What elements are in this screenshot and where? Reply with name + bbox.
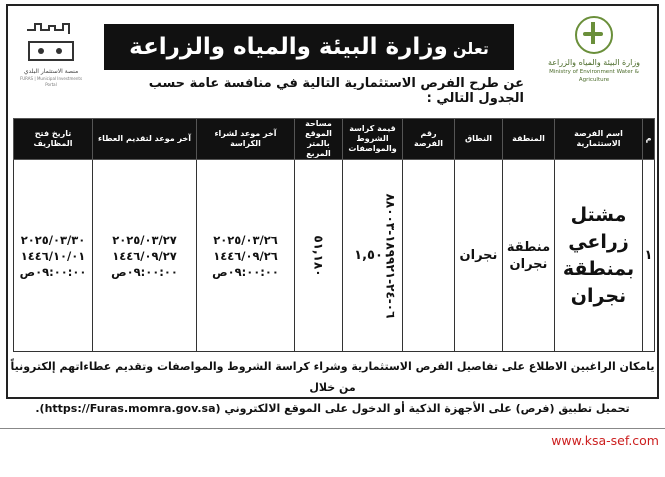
footer-line-1: يامكان الراغبين الاطلاع على تفاصيل الفرص الاستثمارية وشراء كراسة الشروط والمواصفات وتقديم عطاءاتهم إلكترونياً من خلال (10, 360, 655, 394)
subtitle: عن طرح الفرص الاستثمارية التالية في منافسة عامة حسب الجدول التالي : (148, 76, 524, 106)
col-index: م (643, 119, 655, 160)
table-header-row (14, 119, 655, 160)
bid-deadline (93, 160, 197, 352)
col-buy-deadline: آخر موعد لشراء الكراسة (197, 119, 295, 160)
name-line: نجران (570, 284, 627, 307)
date-line: ٢٠٢٥/٠٣/٣٠ (20, 232, 86, 247)
table-row (14, 160, 655, 352)
announce-word: تعلن (452, 39, 489, 58)
date-line: ١٤٤٦/٠٩/٢٧ (112, 248, 177, 263)
col-area: مساحة الموقع بالمتر المربع (295, 119, 343, 160)
opening-date (14, 160, 93, 352)
furas-sub-ar: منصة الاستثمار البلدي (23, 68, 79, 75)
col-scope: النطاق (455, 119, 503, 160)
ad-header (8, 6, 657, 114)
palm-emblem-icon (575, 16, 613, 54)
furas-logo (14, 20, 88, 100)
opportunity-name (555, 160, 643, 352)
title-banner (104, 24, 514, 70)
name-line: مشتل (570, 203, 627, 226)
region-line: نجران (509, 256, 548, 272)
furas-logo-mark-icon (21, 20, 81, 68)
divider (0, 428, 665, 429)
region-line: منطقة (506, 239, 551, 255)
date-line: ٢٠٢٥/٠٣/٢٧ (112, 232, 177, 247)
opportunity-number-cell (383, 160, 455, 352)
date-line: ٢٠٢٥/٠٣/٢٦ (213, 232, 278, 247)
footer-note (8, 356, 657, 419)
opportunity-number: ٠٦-٢٤-١٨٩٩٢١-٨٨٠٠٣ (383, 193, 398, 318)
advertisement-frame (6, 4, 659, 415)
ministry-logo (535, 16, 653, 106)
date-line: ٠٩:٠٠:٠٠ص (111, 264, 178, 279)
date-line: ١٤٤٦/١٠/٠١ (20, 248, 86, 263)
opportunities-table (13, 118, 655, 352)
col-opening: تاريخ فتح المظاريف (14, 119, 93, 160)
date-line: ٠٩:٠٠:٠٠ص (19, 264, 87, 279)
ministry-logo-en: Ministry of Environment Water & Agriculture (549, 69, 639, 83)
site-link[interactable]: www.ksa-sef.com (551, 433, 659, 448)
booklet-price: ١,٥٠٠ (343, 160, 403, 352)
date-line: ٠٩:٠٠:٠٠ص (212, 264, 279, 279)
region (503, 160, 555, 352)
row-index: ١ (643, 160, 655, 352)
name-line: زراعي (568, 230, 629, 253)
ministry-title: وزارة البيئة والمياه والزراعة (129, 34, 448, 60)
col-number: رقم الفرصة (403, 119, 455, 160)
footer-line-2: تحميل تطبيق (فرص) على الأجهزة الذكية أو الدخول على الموقع الالكتروني (https://Furas.momra.gov.sa). (35, 402, 630, 415)
col-bid-deadline: آخر موعد لتقديم العطاء (93, 119, 197, 160)
date-line: ١٤٤٦/٠٩/٢٦ (213, 248, 278, 263)
col-region: المنطقة (503, 119, 555, 160)
buy-deadline (197, 160, 295, 352)
ministry-logo-ar: وزارة البيئة والمياه والزراعة (547, 58, 641, 67)
col-price: قيمة كراسة الشروط والمواصفات (343, 119, 403, 160)
site-area: ٥١,١٨٠ (311, 234, 326, 277)
col-name: اسم الفرصة الاستثمارية (555, 119, 643, 160)
scope: نجران (455, 160, 503, 352)
furas-sub-en: FURAS | Municipal Investments Portal (19, 76, 83, 87)
name-line: بمنطقة (562, 257, 635, 280)
area-cell (295, 160, 343, 352)
